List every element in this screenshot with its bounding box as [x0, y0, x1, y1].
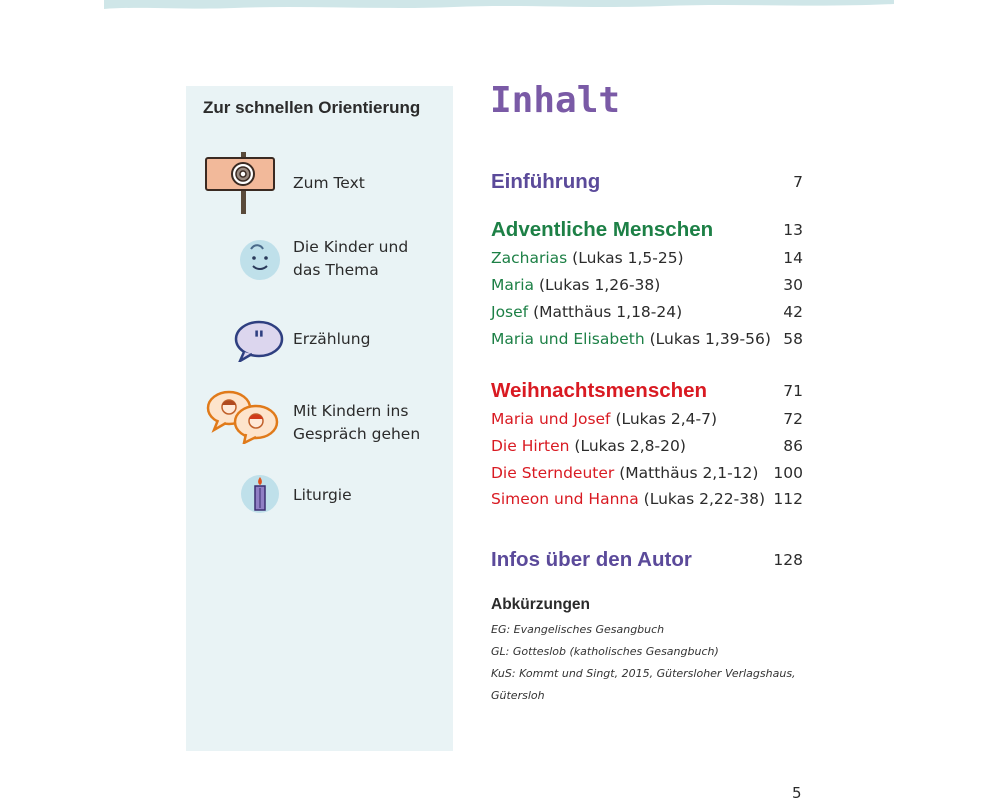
top-wave-decoration [104, 0, 894, 14]
toc-entry [491, 303, 803, 329]
toc-entry [491, 330, 803, 356]
orientation-panel [186, 86, 453, 751]
panel-title: Zur schnellen Orientierung [203, 98, 421, 117]
abbreviations-title: Abkürzungen [491, 596, 591, 613]
speech-bubble-quote-icon [234, 320, 284, 362]
legend-label: Mit Kindern ins Gespräch gehen [293, 402, 421, 443]
section-label: Weihnachtsmenschen [491, 379, 708, 402]
children-speech-bubbles-icon [206, 390, 282, 444]
page-number: 5 [792, 784, 802, 802]
entry-name: Maria und Elisabeth [491, 330, 645, 348]
entry-label [491, 410, 717, 428]
entry-name: Die Hirten [491, 437, 570, 455]
section-label: Infos über den Autor [491, 548, 692, 571]
section-page: 13 [783, 221, 803, 239]
toc-entry [491, 276, 803, 302]
section-page: 7 [793, 173, 803, 191]
section-label: Einführung [491, 170, 601, 193]
toc-entry [491, 437, 803, 463]
entry-ref: (Lukas 2,8-20) [574, 437, 686, 455]
entry-page: 112 [773, 490, 803, 508]
entry-page: 86 [783, 437, 803, 455]
abbreviation-line: GL: Gotteslob (katholisches Gesangbuch) [491, 645, 719, 658]
legend-label: Die Kinder und das Thema [293, 238, 409, 279]
section-page: 128 [773, 551, 803, 569]
entry-ref: (Lukas 1,39-56) [649, 330, 771, 348]
abbreviation-line: Gütersloh [491, 689, 545, 702]
section-label: Adventliche Menschen [491, 218, 714, 241]
entry-label [491, 330, 771, 348]
entry-label [491, 490, 765, 508]
toc-section-advent [491, 218, 803, 244]
entry-page: 100 [773, 464, 803, 482]
entry-ref: (Lukas 1,5-25) [572, 249, 684, 267]
legend-label: Zum Text [293, 174, 365, 192]
entry-name: Die Sterndeuter [491, 464, 615, 482]
entry-label [491, 276, 660, 294]
entry-ref: (Lukas 2,4-7) [615, 410, 718, 428]
entry-ref: (Lukas 2,22-38) [643, 490, 765, 508]
toc-section-autor [491, 548, 803, 574]
toc-entry [491, 490, 803, 516]
candle-icon [240, 474, 280, 514]
toc-entry [491, 410, 803, 436]
toc-entry [491, 464, 803, 490]
entry-name: Maria [491, 276, 535, 294]
legend-label: Liturgie [293, 486, 352, 504]
entry-ref: (Lukas 1,26-38) [539, 276, 661, 294]
entry-page: 42 [783, 303, 803, 321]
toc-entry [491, 249, 803, 275]
toc-section-einfuehrung [491, 170, 803, 196]
entry-ref: (Matthäus 2,1-12) [619, 464, 759, 482]
svg-text:": " [253, 327, 265, 353]
entry-name: Zacharias [491, 249, 568, 267]
entry-label [491, 464, 758, 482]
entry-label [491, 437, 686, 455]
child-face-icon [239, 239, 281, 281]
entry-page: 30 [783, 276, 803, 294]
entry-name: Josef [491, 303, 529, 321]
entry-page: 58 [783, 330, 803, 348]
section-page: 71 [783, 382, 803, 400]
signpost-icon [204, 152, 276, 216]
entry-page: 72 [783, 410, 803, 428]
toc-section-weihnacht [491, 379, 803, 405]
toc-title: Inhalt [490, 80, 621, 121]
entry-label [491, 249, 684, 267]
entry-name: Simeon und Hanna [491, 490, 639, 508]
entry-ref: (Matthäus 1,18-24) [533, 303, 683, 321]
entry-label [491, 303, 682, 321]
legend-label: Erzählung [293, 330, 371, 348]
entry-page: 14 [783, 249, 803, 267]
entry-name: Maria und Josef [491, 410, 611, 428]
abbreviation-line: EG: Evangelisches Gesangbuch [491, 623, 665, 636]
abbreviation-line: KuS: Kommt und Singt, 2015, Gütersloher Verlagshaus, [491, 667, 796, 680]
